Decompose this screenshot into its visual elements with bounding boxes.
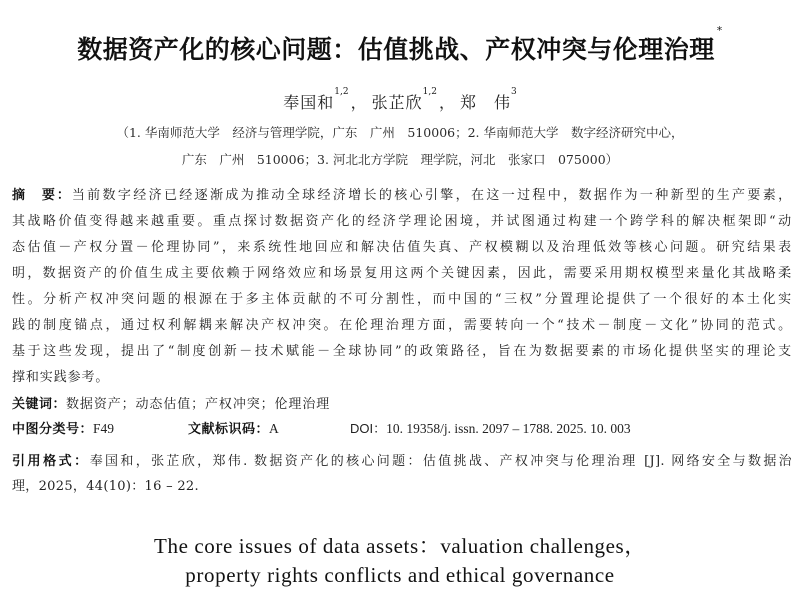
doc-code-label: 文献标识码：: [188, 422, 270, 437]
title-footnote-mark: *: [716, 24, 723, 37]
abstract-line: 践的制度锚点，通过权利解耦来解决产权冲突。在伦理治理方面，需要转向一个“技术－制度－文化”协同的范式。: [12, 318, 792, 333]
abstract-line: 撑和实践参考。: [12, 370, 110, 385]
paper-title-cn: [0, 24, 800, 66]
abstract-line: 态估值－产权分置－伦理协同”，来系统性地回应和解决估值失真、产权模糊以及治理低效等核心问题。研究结果表: [12, 240, 792, 255]
affiliations-line-2: 广东 广州 510006；3. 河北北方学院 理学院，河北 张家口 075000）: [181, 152, 619, 167]
author-name: 奉国和: [283, 93, 335, 112]
abstract-line: 明，数据资产的价值生成主要依赖于网络效应和场景复用这两个关键因素，因此，需要采用期权模型来量化其战略柔: [12, 266, 792, 281]
author-affil-mark: 1,2: [334, 87, 349, 97]
author-separator: ，: [438, 93, 456, 112]
author-name: 郑 伟: [459, 93, 511, 112]
citation-text: 奉国和，张芷欣，郑伟. 数据资产化的核心问题：估值挑战、产权冲突与伦理治理 [J]. 网络安全与数据治: [89, 454, 792, 469]
doc-code-line: [188, 418, 279, 437]
author-name: 张芷欣: [371, 93, 423, 112]
title-text: 数据资产化的核心问题：估值挑战、产权冲突与伦理治理: [77, 35, 715, 64]
doi-line: [350, 418, 631, 437]
author-separator: ，: [350, 93, 368, 112]
keywords-value: 数据资产；动态估值；产权冲突；伦理治理: [66, 397, 331, 412]
clc-value: F49: [93, 421, 115, 436]
doi-value[interactable]: 10. 19358/j. issn. 2097 – 1788. 2025. 10. 003: [386, 421, 631, 436]
doi-label: DOI：: [350, 421, 387, 436]
abstract-line: 其战略价值变得越来越重要。重点探讨数据资产化的经济学理论困境，并试图通过构建一个跨学科的解决框架即“动: [12, 214, 792, 229]
keywords-label: 关键词：: [12, 397, 67, 412]
clc-label: 中图分类号：: [12, 422, 94, 437]
author-affil-mark: 1,2: [422, 87, 437, 97]
abstract-text: 当前数字经济已经逐渐成为推动全球经济增长的核心引擎，在这一过程中，数据作为一种新型的生产要素，: [71, 188, 792, 203]
paper-title-en-line-2: property rights conflicts and ethical governance: [185, 563, 615, 587]
citation-label: 引用格式：: [12, 454, 90, 469]
doc-code-value: A: [269, 421, 279, 436]
abstract-line: [12, 187, 792, 205]
citation-line-1: [12, 453, 792, 471]
abstract-line: 性。分析产权冲突问题的根源在于多主体贡献的不可分割性，而中国的“三权”分置理论提供了一个很好的本土化实: [12, 292, 792, 307]
abstract-label: 摘 要：: [12, 188, 72, 203]
keywords-line: [12, 393, 330, 412]
author-affil-mark: 3: [511, 87, 517, 97]
affiliations-line-1: （1. 华南师范大学 经济与管理学院，广东 广州 510006；2. 华南师范大学 数字经济研究中心，: [116, 125, 684, 140]
paper-title-en-line-1: The core issues of data assets：valuation challenges，: [154, 534, 646, 558]
author-list: [0, 87, 800, 113]
classification-line: [12, 418, 114, 437]
citation-line-2: 理，2025，44(10)：16 – 22.: [12, 479, 199, 494]
abstract-line: 基于这些发现，提出了“制度创新－技术赋能－全球协同”的政策路径，旨在为数据要素的市场化提供坚实的理论支: [12, 344, 792, 359]
